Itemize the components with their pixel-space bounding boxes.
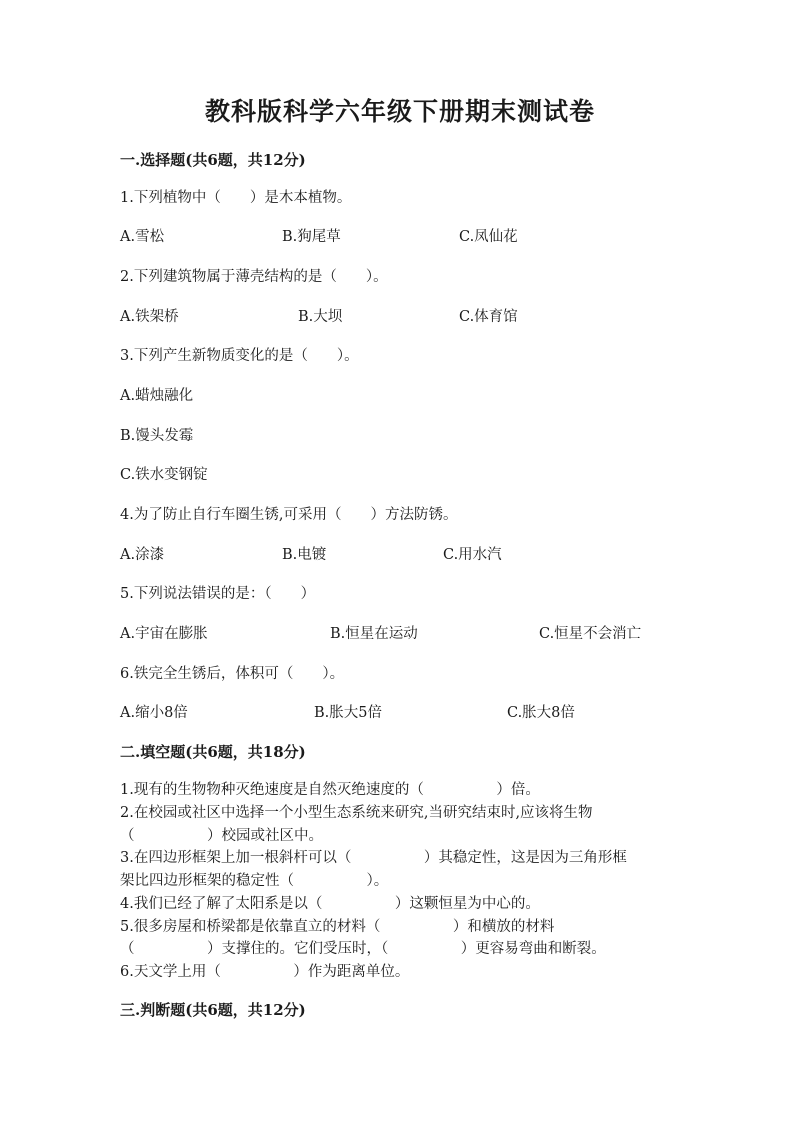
q1-option-a: A.雪松 <box>120 229 165 245</box>
q5-option-b: B.恒星在运动 <box>330 626 418 642</box>
q3-option-c: C.铁水变钢锭 <box>120 467 208 483</box>
q5-option-c: C.恒星不会消亡 <box>539 626 642 642</box>
fill-line-7: 5.很多房屋和桥梁都是依靠直立的材料（ ）和横放的材料 <box>120 919 555 935</box>
fill-line-3: （ ）校园或社区中。 <box>120 828 323 844</box>
page-title: 教科版科学六年级下册期末测试卷 <box>204 97 595 126</box>
fill-line-8: （ ）支撑住的。它们受压时，（ ）更容易弯曲和断裂。 <box>120 941 606 957</box>
q4-option-a: A.涂漆 <box>120 547 165 563</box>
question-3: 3.下列产生新物质变化的是（ ）。 <box>120 348 359 364</box>
section-heading-choice: 一.选择题(共6题，共12分) <box>120 151 306 169</box>
q4-option-b: B.电镀 <box>282 547 327 563</box>
q1-option-c: C.凤仙花 <box>459 229 518 245</box>
q6-option-b: B.胀大5倍 <box>314 705 382 721</box>
q2-option-c: C.体育馆 <box>459 309 518 325</box>
question-4: 4.为了防止自行车圈生锈,可采用（ ）方法防锈。 <box>120 507 458 523</box>
fill-line-5: 架比四边形框架的稳定性（ ）。 <box>120 873 389 889</box>
section-heading-true-false: 三.判断题(共6题，共12分) <box>120 1001 306 1019</box>
q4-option-c: C.用水汽 <box>443 547 502 563</box>
q5-option-a: A.宇宙在膨胀 <box>120 626 208 642</box>
fill-line-6: 4.我们已经了解了太阳系是以（ ）这颗恒星为中心的。 <box>120 896 540 912</box>
question-2: 2.下列建筑物属于薄壳结构的是（ ）。 <box>120 269 388 285</box>
question-1: 1.下列植物中（ ）是木本植物。 <box>120 190 352 206</box>
fill-line-1: 1.现有的生物物种灭绝速度是自然灭绝速度的（ ）倍。 <box>120 782 540 798</box>
q6-option-a: A.缩小8倍 <box>120 705 188 721</box>
fill-line-4: 3.在四边形框架上加一根斜杆可以（ ）其稳定性，这是因为三角形框 <box>120 850 627 866</box>
fill-line-2: 2.在校园或社区中选择一个小型生态系统来研究,当研究结束时,应该将生物 <box>120 805 593 821</box>
q2-option-a: A.铁架桥 <box>120 309 179 325</box>
question-6: 6.铁完全生锈后，体积可（ ）。 <box>120 666 345 682</box>
section-heading-fill-blank: 二.填空题(共6题，共18分) <box>120 743 306 761</box>
fill-line-9: 6.天文学上用（ ）作为距离单位。 <box>120 964 410 980</box>
q3-option-b: B.馒头发霉 <box>120 428 194 444</box>
q3-option-a: A.蜡烛融化 <box>120 388 194 404</box>
question-5: 5.下列说法错误的是：（ ） <box>120 586 316 602</box>
q6-option-c: C.胀大8倍 <box>507 705 575 721</box>
q2-option-b: B.大坝 <box>298 309 343 325</box>
q1-option-b: B.狗尾草 <box>282 229 341 245</box>
